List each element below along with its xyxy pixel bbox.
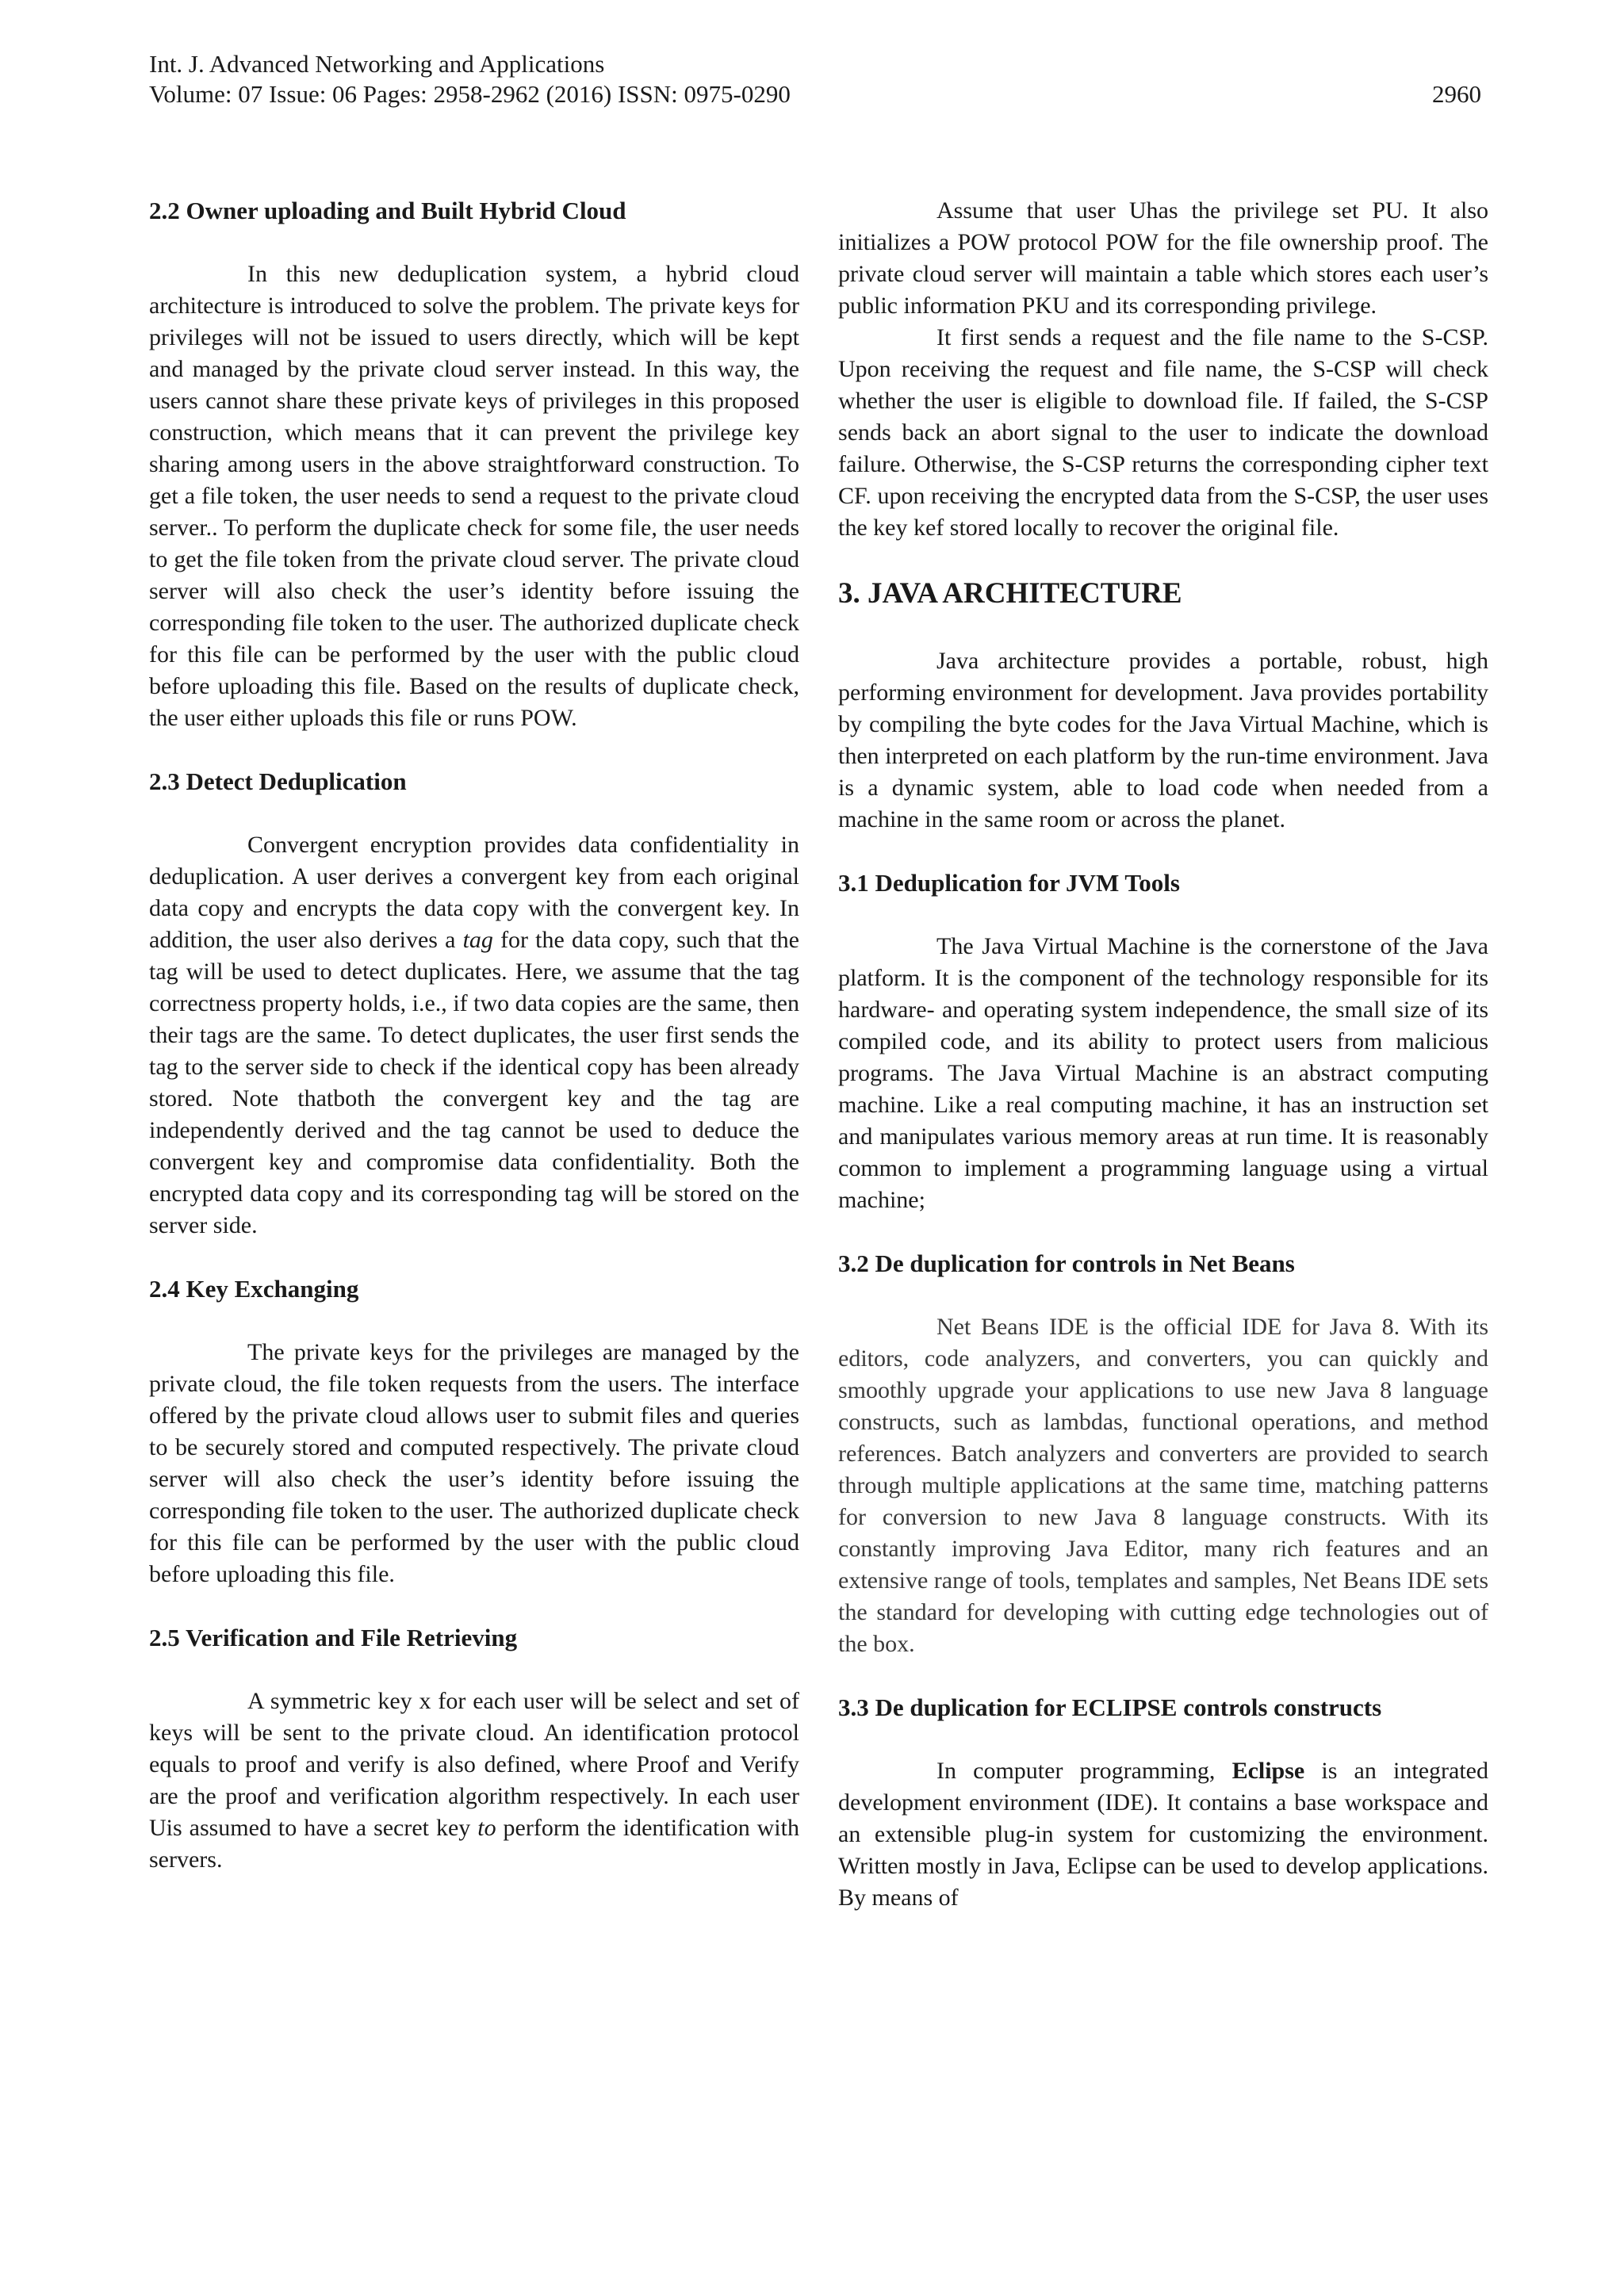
continued-paragraph-1: Assume that user Uhas the privilege set PU. It also initializes a POW protocol POW for the file ownership proof. The private cloud server will maintain a table which stores each user’s public information PKU and its corresponding privilege. <box>838 197 1488 319</box>
section-2-4-paragraph: The private keys for the privileges are managed by the private cloud, the file token requests from the users. The interface offered by the private cloud allows user to submit files and queries to be securely stored and computed respectively. The private cloud server will also check the user’s identity before issuing the corresponding file token to the user. The authorized duplicate check for this file can be performed by the user with the public cloud before uploading this file. <box>149 1339 799 1587</box>
section-3-paragraph: Java architecture provides a portable, robust, high performing environment for development. Java provides portability by compiling the byte codes for the Java Virtual Machine, which is then interpreted on each platform by the run-time environment. Java is a dynamic system, able to load code when needed from a machine in the same room or across the planet. <box>838 648 1488 832</box>
paragraph-text: Convergent encryption provides data confidentiality in deduplication. A user derives a convergent key from each original data copy and encrypts the data copy with the convergent key. In addition, the user also derives a <box>149 832 799 953</box>
paragraph-text: is an integrated development environment (IDE). It contains a base workspace and an extensible plug-in system for customizing the environment. Written mostly in Java, Eclipse can be used to develop applications. By means of <box>838 1758 1488 1911</box>
eclipse-term: Eclipse <box>1231 1758 1305 1784</box>
right-column <box>838 195 1488 1914</box>
section-heading-3-1: 3.1 Deduplication for JVM Tools <box>838 869 1180 897</box>
section-heading-3: 3. JAVA ARCHITECTURE <box>838 577 1182 610</box>
page-header <box>149 49 1481 109</box>
section-2-2-paragraph: In this new deduplication system, a hybrid cloud architecture is introduced to solve the problem. The private keys for privileges will not be issued to users directly, which will be kept and managed by the private cloud server instead. In this way, the users cannot share these private keys of privileges in this proposed construction, which means that it can prevent the privilege key sharing among users in the above straightforward construction. To get a file token, the user needs to send a request to the private cloud server.. To perform the duplicate check for some file, the user needs to get the file token from the private cloud server. The private cloud server will also check the user’s identity before issuing the corresponding file token to the user. The authorized duplicate check for this file can be performed by the user with the public cloud before uploading this file. Based on the results of duplicate check, the user either uploads this file or runs POW. <box>149 261 799 731</box>
section-2-3-paragraph <box>149 829 799 1242</box>
paragraph-text: perform the identification with servers. <box>149 1815 799 1873</box>
section-heading-2-4: 2.4 Key Exchanging <box>149 1275 359 1303</box>
continued-paragraph-2: It first sends a request and the file name to the S-CSP. Upon receiving the request and file name, the S-CSP will check whether the user is eligible to download file. If failed, the S-CSP sends back an abort signal to the user to indicate the download failure. Otherwise, the S-CSP returns the corresponding cipher text CF. upon receiving the encrypted data from the S-CSP, the user uses the key kef stored locally to recover the original file. <box>838 324 1488 541</box>
volume-info: Volume: 07 Issue: 06 Pages: 2958-2962 (2016) ISSN: 0975-0290 <box>149 80 791 108</box>
journal-title: Int. J. Advanced Networking and Applications <box>149 50 605 78</box>
section-2-5-paragraph <box>149 1686 799 1876</box>
section-heading-2-5: 2.5 Verification and File Retrieving <box>149 1624 518 1651</box>
section-heading-3-2: 3.2 De duplication for controls in Net Beans <box>838 1249 1295 1277</box>
paragraph-text: for the data copy, such that the tag will be used to detect duplicates. Here, we assume that the tag correctness property holds, i.e., if two data copies are the same, then their tags are the same. To detect duplicates, the user first sends the tag to the server side to check if the identical copy has been already stored. Note thatboth the convergent key and the tag are independently derived and the tag cannot be used to deduce the convergent key and compromise data confidentiality. Both the encrypted data copy and its corresponding tag will be stored on the server side. <box>149 927 799 1238</box>
section-heading-3-3: 3.3 De duplication for ECLIPSE controls constructs <box>838 1693 1382 1721</box>
section-heading-2-2: 2.2 Owner uploading and Built Hybrid Cloud <box>149 197 626 224</box>
section-3-1-paragraph: The Java Virtual Machine is the cornerstone of the Java platform. It is the component of the technology responsible for its hardware- and operating system independence, the small size of its compiled code, and its ability to protect users from malicious programs. The Java Virtual Machine is an abstract computing machine. Like a real computing machine, it has an instruction set and manipulates various memory areas at run time. It is reasonably common to implement a programming language using a virtual machine; <box>838 933 1488 1213</box>
to-term: to <box>477 1815 496 1841</box>
section-3-3-paragraph <box>838 1755 1488 1914</box>
section-heading-2-3: 2.3 Detect Deduplication <box>149 767 407 795</box>
page-number: 2960 <box>1432 80 1481 108</box>
paragraph-text: In computer programming, <box>936 1758 1232 1784</box>
section-3-2-paragraph: Net Beans IDE is the official IDE for Java 8. With its editors, code analyzers, and converters, you can quickly and smoothly upgrade your applications to use new Java 8 language constructs, such as lambdas, functional operations, and method references. Batch analyzers and converters are provided to search through multiple applications at the same time, matching patterns for conversion to new Java 8 language constructs. With its constantly improving Java Editor, many rich features and an extensive range of tools, templates and samples, Net Beans IDE sets the standard for developing with cutting edge technologies out of the box. <box>838 1314 1488 1657</box>
paragraph-text: A symmetric key x for each user will be select and set of keys will be sent to the private cloud. An identification protocol equals to proof and verify is also defined, where Proof and Verify are the proof and verification algorithm respectively. In each user Uis assumed to have a secret key <box>149 1688 799 1841</box>
left-column <box>149 195 799 1876</box>
tag-term: tag <box>462 927 493 953</box>
